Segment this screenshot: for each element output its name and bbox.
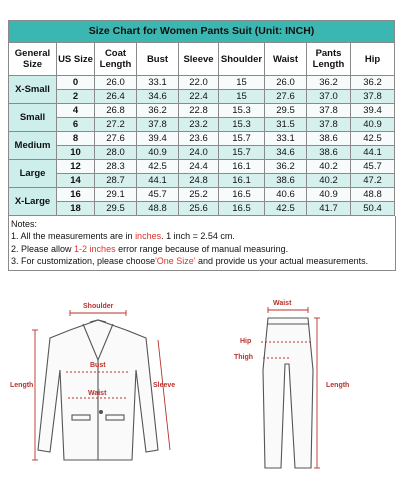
measurement-cell: 29.5 bbox=[265, 104, 307, 118]
size-chart-body bbox=[9, 21, 395, 216]
us-size-cell: 10 bbox=[57, 146, 95, 160]
measurement-cell: 40.2 bbox=[307, 174, 351, 188]
table-row bbox=[9, 104, 395, 118]
table-row bbox=[9, 174, 395, 188]
measurement-cell: 37.0 bbox=[307, 90, 351, 104]
measurement-cell: 36.2 bbox=[265, 160, 307, 174]
measurement-cell: 26.4 bbox=[95, 90, 137, 104]
measurement-cell: 45.7 bbox=[137, 188, 179, 202]
measurement-cell: 22.0 bbox=[179, 76, 219, 90]
column-header: Coat Length bbox=[95, 43, 137, 76]
measurement-cell: 34.6 bbox=[137, 90, 179, 104]
column-header: Hip bbox=[351, 43, 395, 76]
note-3-highlight: 'One Size' bbox=[155, 255, 196, 266]
us-size-cell: 14 bbox=[57, 174, 95, 188]
measurement-cell: 26.8 bbox=[95, 104, 137, 118]
measurement-cell: 29.5 bbox=[95, 202, 137, 216]
pants-diagram bbox=[213, 300, 393, 475]
measurement-cell: 22.4 bbox=[179, 90, 219, 104]
note-2-text: 2. Please allow bbox=[11, 243, 75, 254]
measurement-cell: 40.2 bbox=[307, 160, 351, 174]
measurement-cell: 28.7 bbox=[95, 174, 137, 188]
measurement-cell: 36.2 bbox=[351, 76, 395, 90]
note-1-tail: . 1 inch = 2.54 cm. bbox=[161, 231, 235, 242]
measurement-cell: 38.6 bbox=[307, 132, 351, 146]
measurement-cell: 33.1 bbox=[137, 76, 179, 90]
measurement-cell: 48.8 bbox=[351, 188, 395, 202]
general-size-cell: X-Large bbox=[9, 188, 57, 216]
pants-thigh-label: Thigh bbox=[234, 354, 254, 361]
measurement-cell: 24.0 bbox=[179, 146, 219, 160]
measurement-cell: 28.3 bbox=[95, 160, 137, 174]
measurement-cell: 27.6 bbox=[95, 132, 137, 146]
general-size-cell: Large bbox=[9, 160, 57, 188]
table-row bbox=[9, 90, 395, 104]
size-chart-table bbox=[8, 20, 395, 216]
note-3-text: 3. For customization, please choose bbox=[11, 255, 156, 266]
measurement-cell: 40.9 bbox=[137, 146, 179, 160]
us-size-cell: 6 bbox=[57, 118, 95, 132]
measurement-cell: 37.8 bbox=[307, 104, 351, 118]
measurement-cell: 28.0 bbox=[95, 146, 137, 160]
measurement-cell: 45.7 bbox=[351, 160, 395, 174]
measurement-cell: 16.5 bbox=[219, 202, 265, 216]
measurement-cell: 29.1 bbox=[95, 188, 137, 202]
header-row bbox=[9, 43, 395, 76]
measurement-figures bbox=[8, 300, 394, 475]
measurement-cell: 39.4 bbox=[351, 104, 395, 118]
measurement-cell: 31.5 bbox=[265, 118, 307, 132]
measurement-cell: 15 bbox=[219, 76, 265, 90]
measurement-cell: 25.6 bbox=[179, 202, 219, 216]
note-3-tail: and provide us your actual measurements. bbox=[195, 255, 369, 266]
note-2-tail: error range because of manual measuring. bbox=[115, 243, 289, 254]
jacket-waist-label: Waist bbox=[88, 390, 107, 397]
size-chart-sheet bbox=[8, 20, 394, 271]
measurement-cell: 42.5 bbox=[265, 202, 307, 216]
table-row bbox=[9, 146, 395, 160]
measurement-cell: 16.1 bbox=[219, 160, 265, 174]
table-row bbox=[9, 160, 395, 174]
measurement-cell: 16.5 bbox=[219, 188, 265, 202]
column-header: General Size bbox=[9, 43, 57, 76]
us-size-cell: 0 bbox=[57, 76, 95, 90]
pants-hip-label: Hip bbox=[240, 338, 252, 345]
measurement-cell: 27.6 bbox=[265, 90, 307, 104]
us-size-cell: 16 bbox=[57, 188, 95, 202]
measurement-cell: 23.6 bbox=[179, 132, 219, 146]
table-row bbox=[9, 132, 395, 146]
table-row bbox=[9, 202, 395, 216]
measurement-cell: 34.6 bbox=[265, 146, 307, 160]
measurement-cell: 47.2 bbox=[351, 174, 395, 188]
note-2-highlight: 1-2 inches bbox=[74, 243, 116, 254]
pants-length-label: Length bbox=[326, 382, 350, 389]
measurement-cell: 41.7 bbox=[307, 202, 351, 216]
measurement-cell: 42.5 bbox=[137, 160, 179, 174]
notes-box bbox=[8, 216, 396, 271]
measurement-cell: 36.2 bbox=[137, 104, 179, 118]
pants-waist-label: Waist bbox=[273, 300, 292, 307]
measurement-cell: 33.1 bbox=[265, 132, 307, 146]
measurement-cell: 26.0 bbox=[95, 76, 137, 90]
measurement-cell: 48.8 bbox=[137, 202, 179, 216]
measurement-cell: 15.3 bbox=[219, 104, 265, 118]
measurement-cell: 40.6 bbox=[265, 188, 307, 202]
measurement-cell: 15.7 bbox=[219, 146, 265, 160]
measurement-cell: 37.8 bbox=[137, 118, 179, 132]
us-size-cell: 8 bbox=[57, 132, 95, 146]
measurement-cell: 44.1 bbox=[137, 174, 179, 188]
measurement-cell: 37.8 bbox=[307, 118, 351, 132]
general-size-cell: Medium bbox=[9, 132, 57, 160]
measurement-cell: 37.8 bbox=[351, 90, 395, 104]
table-row bbox=[9, 76, 395, 90]
general-size-cell: X-Small bbox=[9, 76, 57, 104]
jacket-sleeve-label: Sleeve bbox=[153, 382, 176, 389]
measurement-cell: 42.5 bbox=[351, 132, 395, 146]
note-3 bbox=[11, 255, 395, 267]
measurement-cell: 15.3 bbox=[219, 118, 265, 132]
table-row bbox=[9, 188, 395, 202]
jacket-diagram bbox=[8, 300, 208, 475]
measurement-cell: 25.2 bbox=[179, 188, 219, 202]
measurement-cell: 38.6 bbox=[307, 146, 351, 160]
measurement-cell: 44.1 bbox=[351, 146, 395, 160]
column-header: Shoulder bbox=[219, 43, 265, 76]
column-header: Bust bbox=[137, 43, 179, 76]
measurement-cell: 24.8 bbox=[179, 174, 219, 188]
column-header: Waist bbox=[265, 43, 307, 76]
column-header: Pants Length bbox=[307, 43, 351, 76]
note-2 bbox=[11, 243, 395, 255]
table-row bbox=[9, 118, 395, 132]
chart-title: Size Chart for Women Pants Suit (Unit: INCH) bbox=[9, 21, 395, 43]
us-size-cell: 12 bbox=[57, 160, 95, 174]
measurement-cell: 15 bbox=[219, 90, 265, 104]
column-header: US Size bbox=[57, 43, 95, 76]
note-1 bbox=[11, 230, 395, 242]
measurement-cell: 24.4 bbox=[179, 160, 219, 174]
note-1-text: 1. All the measurements are in bbox=[11, 231, 136, 242]
measurement-cell: 50.4 bbox=[351, 202, 395, 216]
jacket-bust-label: Bust bbox=[90, 362, 106, 369]
jacket-shoulder-label: Shoulder bbox=[83, 303, 114, 310]
us-size-cell: 2 bbox=[57, 90, 95, 104]
measurement-cell: 40.9 bbox=[307, 188, 351, 202]
column-header: Sleeve bbox=[179, 43, 219, 76]
measurement-cell: 40.9 bbox=[351, 118, 395, 132]
measurement-cell: 36.2 bbox=[307, 76, 351, 90]
notes-heading: Notes: bbox=[11, 219, 38, 229]
measurement-cell: 23.2 bbox=[179, 118, 219, 132]
us-size-cell: 4 bbox=[57, 104, 95, 118]
measurement-cell: 38.6 bbox=[265, 174, 307, 188]
jacket-length-label: Length bbox=[10, 382, 34, 389]
measurement-cell: 16.1 bbox=[219, 174, 265, 188]
measurement-cell: 26.0 bbox=[265, 76, 307, 90]
us-size-cell: 18 bbox=[57, 202, 95, 216]
measurement-cell: 27.2 bbox=[95, 118, 137, 132]
note-1-highlight: inches bbox=[135, 231, 162, 242]
measurement-cell: 15.7 bbox=[219, 132, 265, 146]
general-size-cell: Small bbox=[9, 104, 57, 132]
measurement-cell: 39.4 bbox=[137, 132, 179, 146]
measurement-cell: 22.8 bbox=[179, 104, 219, 118]
